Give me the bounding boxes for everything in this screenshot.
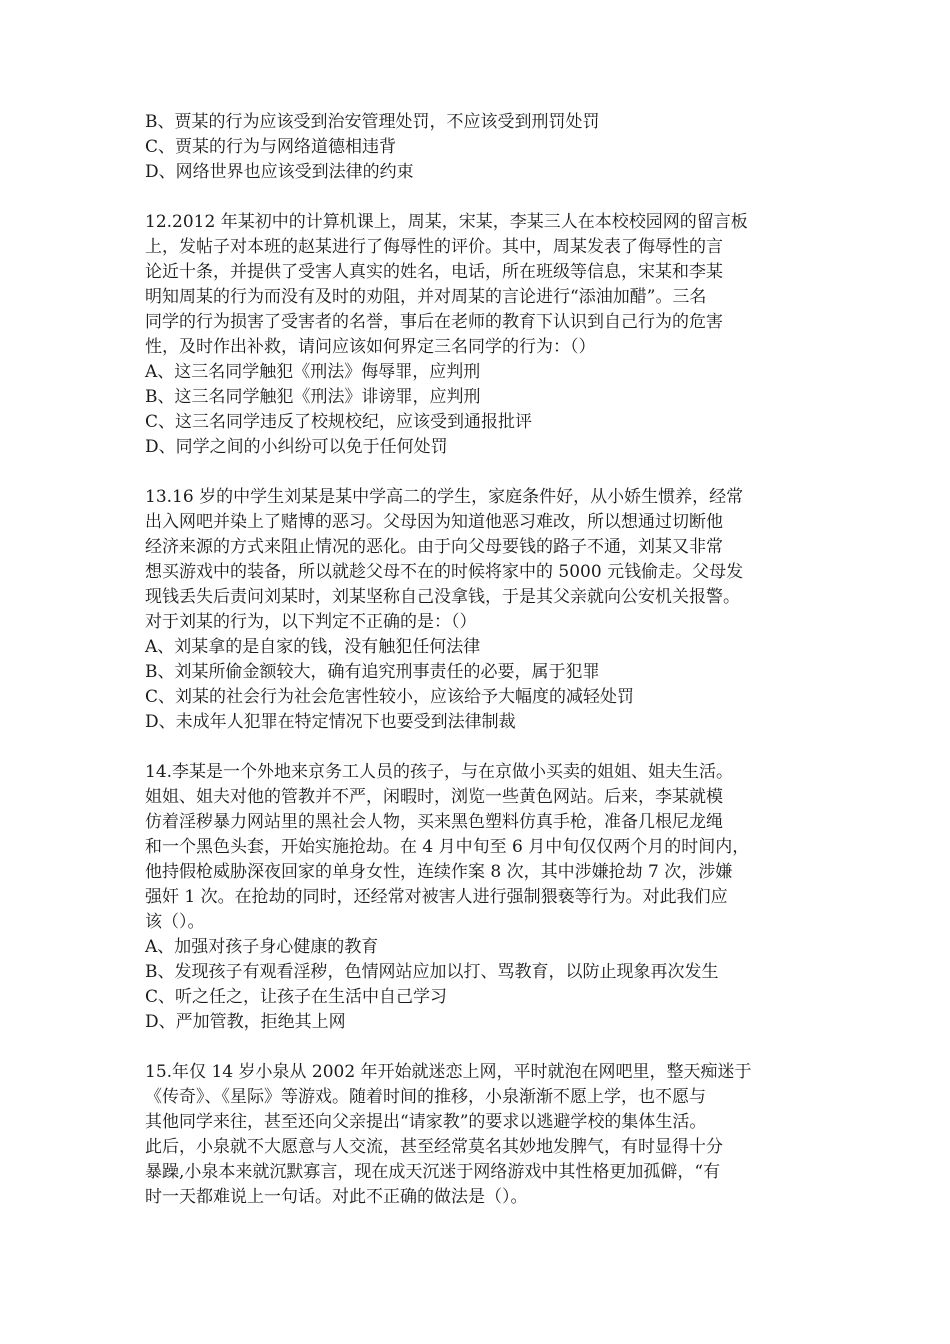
option-b: B、发现孩子有观看淫秽，色情网站应加以打、骂教育，以防止现象再次发生 — [145, 962, 719, 982]
question-14 — [145, 760, 815, 1035]
question-stem-line: 他持假枪威胁深夜回家的单身女性，连续作案 8 次，其中涉嫌抢劫 7 次，涉嫌 — [145, 862, 733, 882]
question-stem-line: 仿着淫秽暴力网站里的黑社会人物，买来黑色塑料仿真手枪，准备几根尼龙绳 — [145, 812, 723, 832]
question-stem-line: 此后，小泉就不大愿意与人交流，甚至经常莫名其妙地发脾气，有时显得十分 — [145, 1137, 723, 1157]
question-stem-line: 想买游戏中的装备，所以就趁父母不在的时候将家中的 5000 元钱偷走。父母发 — [145, 562, 744, 582]
paragraph-gap — [145, 1035, 815, 1060]
question-stem-line: 对于刘某的行为，以下判定不正确的是：（） — [145, 612, 477, 632]
option-d: D、同学之间的小纠纷可以免于任何处罚 — [145, 437, 448, 457]
document-page — [145, 110, 815, 1210]
option-b: B、这三名同学触犯《刑法》诽谤罪，应判刑 — [145, 387, 481, 407]
option-c: C、这三名同学违反了校规校纪，应该受到通报批评 — [145, 412, 533, 432]
question-stem-line: 其他同学来往，甚至还向父亲提出“请家教”的要求以逃避学校的集体生活。 — [145, 1112, 707, 1132]
question-stem-line: 论近十条，并提供了受害人真实的姓名，电话，所在班级等信息，宋某和李某 — [145, 262, 723, 282]
question-11-options — [145, 110, 815, 185]
question-13 — [145, 485, 815, 735]
question-stem-line: 经济来源的方式来阻止情况的恶化。由于向父母要钱的路子不通，刘某又非常 — [145, 537, 723, 557]
question-stem-line: 强奸 1 次。在抢劫的同时，还经常对被害人进行强制猥亵等行为。对此我们应 — [145, 887, 728, 907]
question-12 — [145, 210, 815, 460]
option-a: A、加强对孩子身心健康的教育 — [145, 937, 379, 957]
question-stem-line: 姐姐、姐夫对他的管教并不严，闲暇时，浏览一些黄色网站。后来，李某就模 — [145, 787, 723, 807]
option-c: C、刘某的社会行为社会危害性较小，应该给予大幅度的减轻处罚 — [145, 687, 635, 707]
option-d: D、网络世界也应该受到法律的约束 — [145, 162, 414, 182]
option-a: A、这三名同学触犯《刑法》侮辱罪，应判刑 — [145, 362, 481, 382]
option-c: C、听之任之，让孩子在生活中自己学习 — [145, 987, 448, 1007]
question-stem-line: 时一天都难说上一句话。对此不正确的做法是（）。 — [145, 1187, 528, 1207]
question-stem-line: 现钱丢失后责问刘某时，刘某坚称自己没拿钱，于是其父亲就向公安机关报警。 — [145, 587, 740, 607]
option-b: B、贾某的行为应该受到治安管理处罚，不应该受到刑罚处罚 — [145, 112, 600, 132]
question-stem-line: 12.2012 年某初中的计算机课上，周某，宋某，李某三人在本校校园网的留言板 — [145, 212, 748, 232]
paragraph-gap — [145, 460, 815, 485]
option-a: A、刘某拿的是自家的钱，没有触犯任何法律 — [145, 637, 481, 657]
option-d: D、严加管教，拒绝其上网 — [145, 1012, 346, 1032]
question-stem-line: 14.李某是一个外地来京务工人员的孩子，与在京做小买卖的姐姐、姐夫生活。 — [145, 762, 734, 782]
question-stem-line: 该（）。 — [145, 912, 205, 932]
question-stem-line: 和一个黑色头套，开始实施抢劫。在 4 月中旬至 6 月中旬仅仅两个月的时间内， — [145, 837, 750, 857]
option-c: C、贾某的行为与网络道德相违背 — [145, 137, 397, 157]
paragraph-gap — [145, 185, 815, 210]
question-stem-line: 上，发帖子对本班的赵某进行了侮辱性的评价。其中，周某发表了侮辱性的言 — [145, 237, 723, 257]
question-15 — [145, 1060, 815, 1210]
question-stem-line: 明知周某的行为而没有及时的劝阻，并对周某的言论进行“添油加醋”。三名 — [145, 287, 707, 307]
question-stem-line: 出入网吧并染上了赌博的恶习。父母因为知道他恶习难改，所以想通过切断他 — [145, 512, 723, 532]
option-b: B、刘某所偷金额较大，确有追究刑事责任的必要，属于犯罪 — [145, 662, 600, 682]
question-stem-line: 《传奇》、《星际》等游戏。随着时间的推移，小泉渐渐不愿上学，也不愿与 — [145, 1087, 706, 1107]
question-stem-line: 13.16 岁的中学生刘某是某中学高二的学生，家庭条件好，从小娇生惯养，经常 — [145, 487, 744, 507]
question-stem-line: 15.年仅 14 岁小泉从 2002 年开始就迷恋上网，平时就泡在网吧里，整天痴迷于 — [145, 1062, 752, 1082]
question-stem-line: 暴躁,小泉本来就沉默寡言，现在成天沉迷于网络游戏中其性格更加孤僻，“有 — [145, 1162, 721, 1182]
question-stem-line: 同学的行为损害了受害者的名誉，事后在老师的教育下认识到自己行为的危害 — [145, 312, 723, 332]
option-d: D、未成年人犯罪在特定情况下也要受到法律制裁 — [145, 712, 516, 732]
question-stem-line: 性，及时作出补救，请问应该如何界定三名同学的行为：（） — [145, 337, 596, 357]
paragraph-gap — [145, 735, 815, 760]
